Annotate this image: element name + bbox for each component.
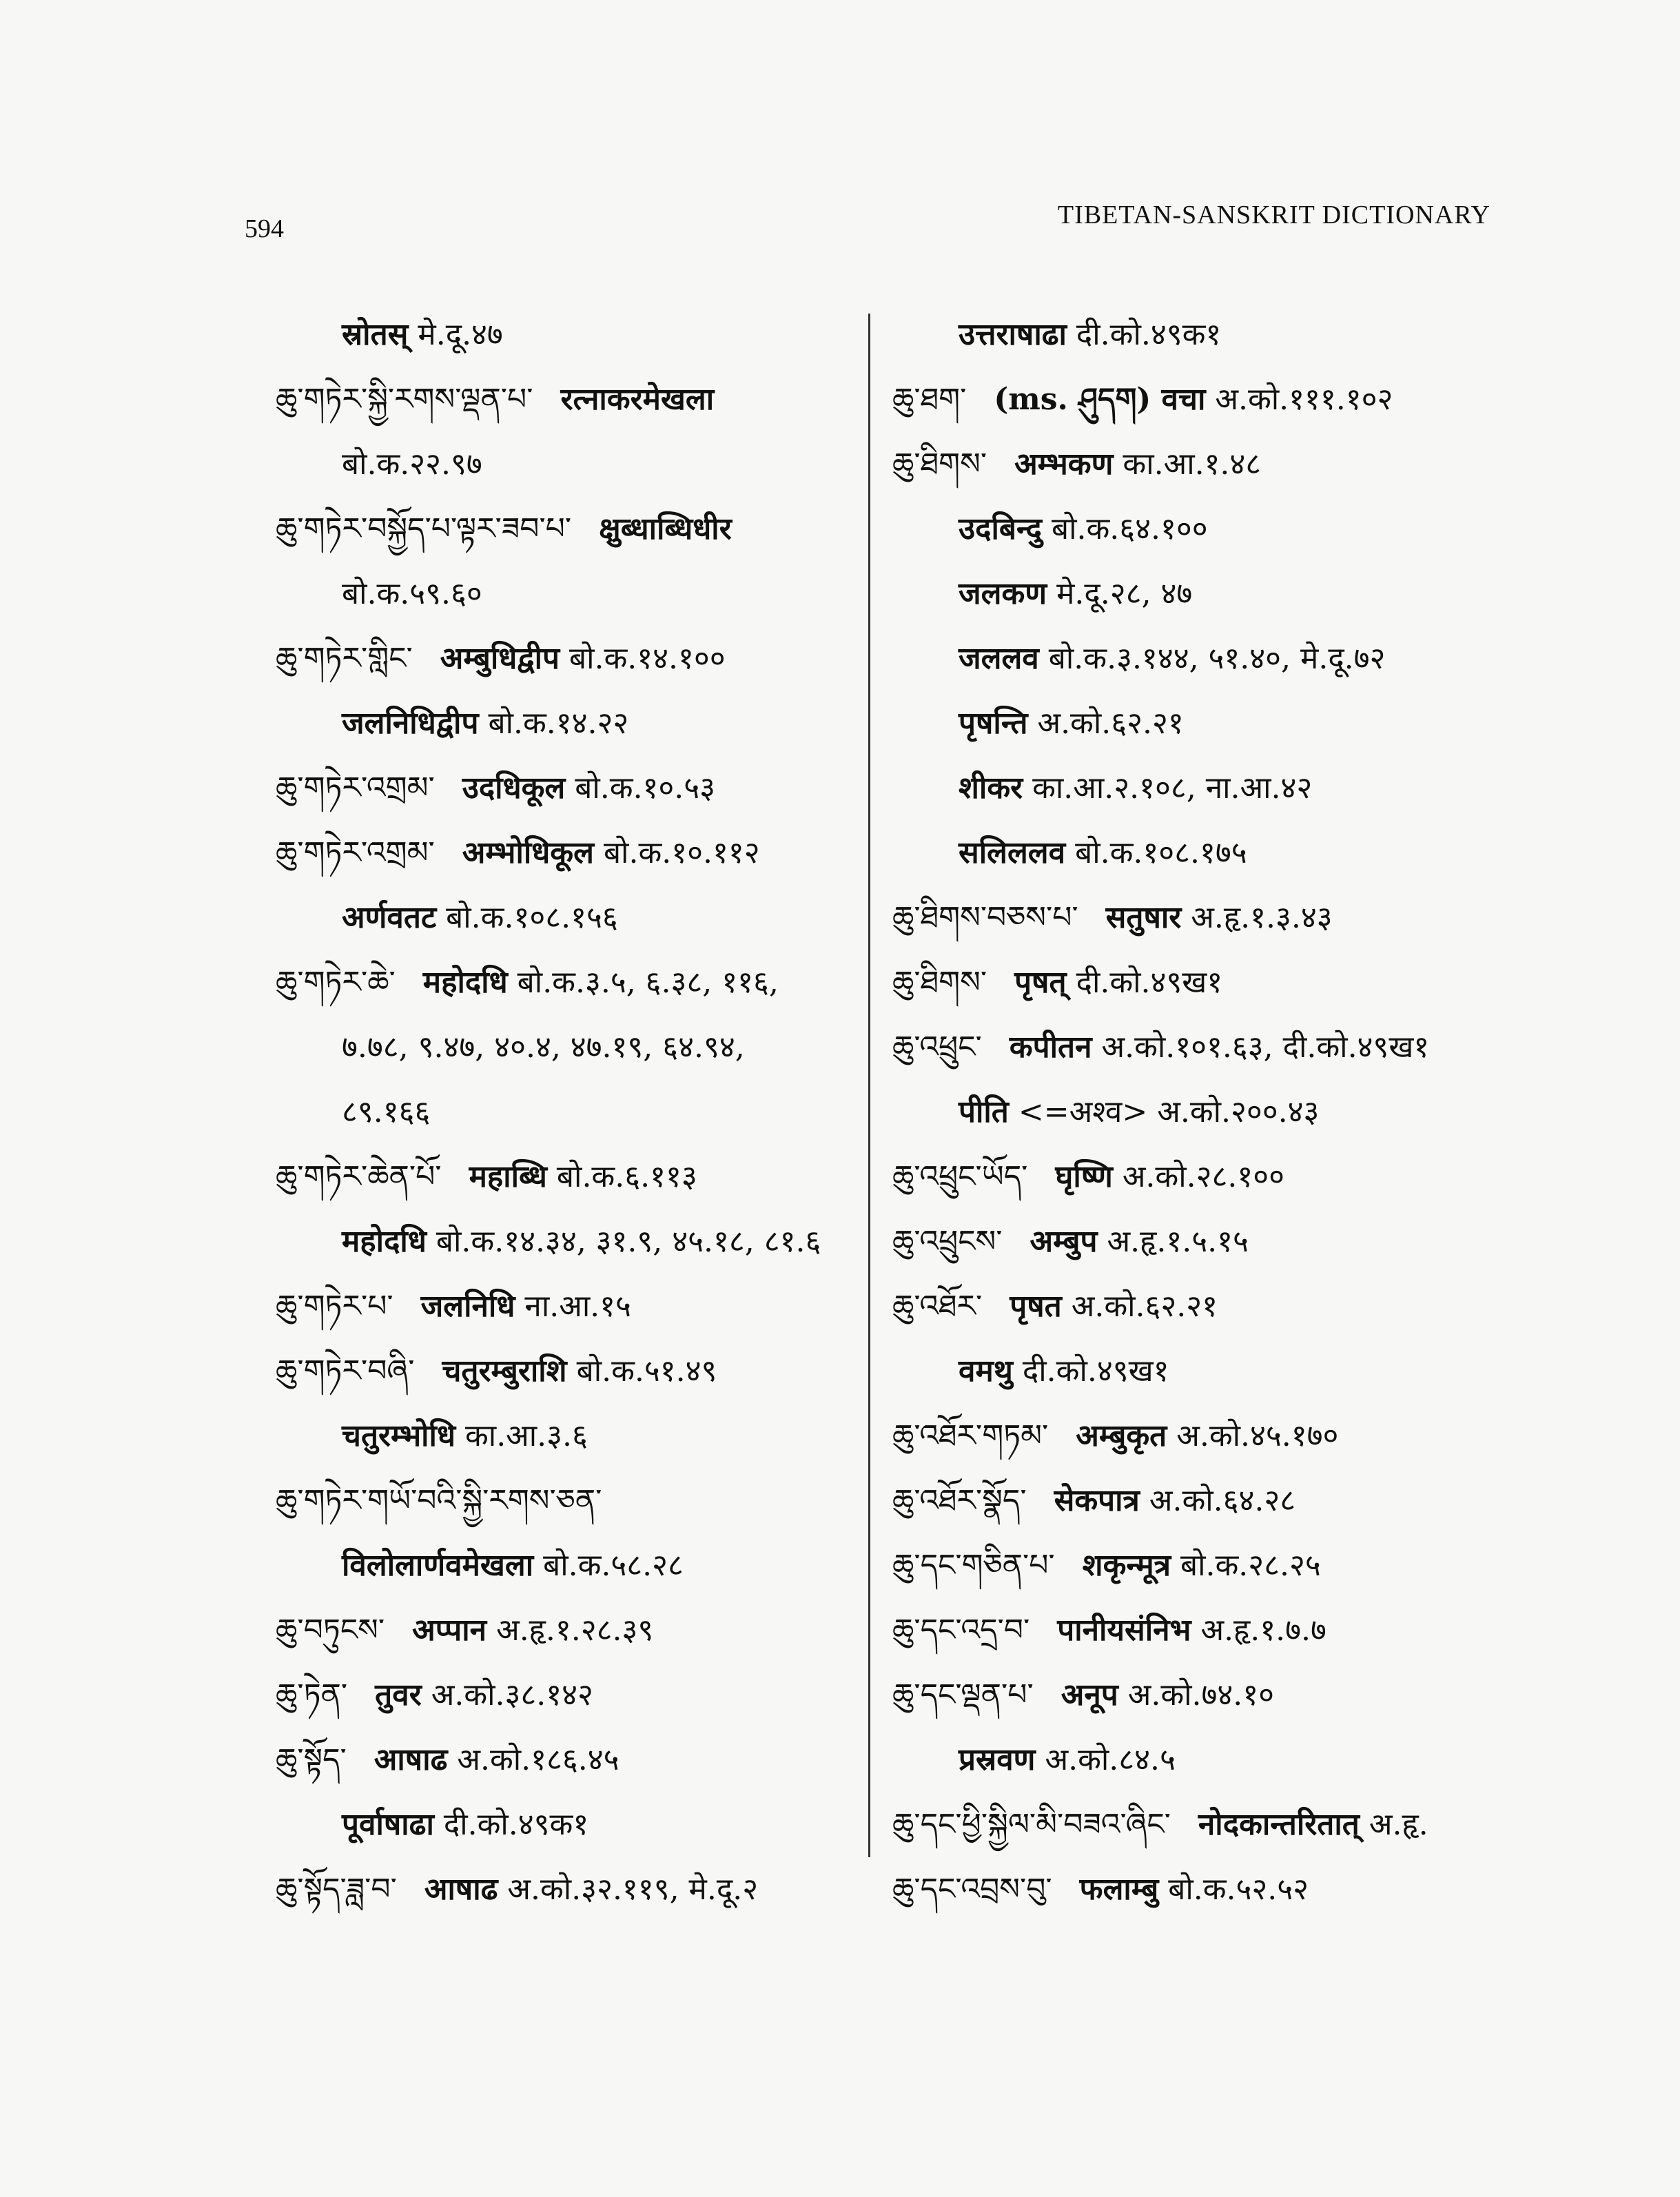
sanskrit-equivalent: तुवर bbox=[375, 1677, 422, 1713]
tibetan-headword: ཆུ་གཏེར་ཆེ་ bbox=[276, 965, 396, 1000]
source-reference: बो.क.१४.१०० bbox=[568, 641, 726, 676]
sanskrit-equivalent: शीकर bbox=[959, 770, 1023, 806]
tibetan-headword: ཆུ་ཐིགས་བཅས་པ་ bbox=[892, 900, 1078, 935]
dictionary-entry-line bbox=[276, 641, 854, 677]
tibetan-headword: ཆུ་གཏེར་འགྲམ་ bbox=[276, 770, 435, 806]
source-reference: अ.को.६४.२८ bbox=[1149, 1483, 1296, 1518]
tibetan-headword: ཆུ་དང་འདྲ་བ་ bbox=[892, 1613, 1030, 1648]
source-reference: ८९.१६६ bbox=[342, 1094, 431, 1130]
sanskrit-equivalent: पूर्वाषाढा bbox=[342, 1807, 434, 1842]
dictionary-entry-line bbox=[276, 1418, 854, 1454]
sanskrit-equivalent: पृषत bbox=[1010, 1289, 1062, 1324]
source-reference: बो.क.१४.३४, ३१.९, ४५.१८, ८१.६ bbox=[436, 1224, 821, 1259]
tibetan-headword: ཆུ་བཏུངས་ bbox=[276, 1613, 385, 1648]
source-reference: बो.क.५२.५२ bbox=[1168, 1872, 1309, 1907]
tibetan-headword: ཆུ་འཐོར་ bbox=[892, 1289, 983, 1324]
sanskrit-equivalent: अम्भकण bbox=[1014, 447, 1114, 482]
sanskrit-equivalent: चतुरम्बुराशि bbox=[442, 1353, 567, 1389]
dictionary-entry-line bbox=[892, 770, 1513, 806]
dictionary-entry-line bbox=[276, 1289, 854, 1325]
source-reference: का.आ.१.४८ bbox=[1123, 447, 1262, 482]
tibetan-headword: ཆུ་གཏེར་སྐྱི་རགས་ལྡན་པ་ bbox=[276, 382, 533, 417]
source-reference: अ.को.३८.१४२ bbox=[431, 1677, 593, 1713]
dictionary-entry-line bbox=[276, 900, 854, 936]
source-reference: बो.क.३.५, ६.३८, ११६, bbox=[517, 965, 779, 1000]
dictionary-entry-line bbox=[892, 1030, 1513, 1065]
dictionary-entry-line bbox=[276, 1159, 854, 1195]
tibetan-headword: ཆུ་ཐིགས་ bbox=[892, 447, 987, 482]
source-reference: अ.हृ. bbox=[1369, 1807, 1428, 1842]
source-reference: अ.को.४५.१७० bbox=[1176, 1418, 1339, 1453]
source-reference: अ.को.१०१.६३, दी.को.४९ख१ bbox=[1101, 1030, 1430, 1065]
sanskrit-equivalent: अनूप bbox=[1061, 1677, 1118, 1713]
source-reference: बो.क.१४.२२ bbox=[488, 706, 629, 741]
dictionary-entry-line bbox=[892, 706, 1513, 742]
dictionary-entry-line bbox=[892, 1548, 1513, 1584]
source-reference: अ.को.६२.२१ bbox=[1037, 706, 1184, 741]
tibetan-headword: ཆུ་འཕྲུངས་ bbox=[892, 1224, 1003, 1259]
source-reference: अ.हृ.१.७.७ bbox=[1200, 1613, 1326, 1648]
source-reference: अ.को.८४.५ bbox=[1045, 1742, 1176, 1777]
sanskrit-equivalent: सतुषार bbox=[1105, 900, 1182, 935]
column-divider bbox=[868, 314, 870, 1857]
dictionary-entry-line bbox=[892, 835, 1513, 871]
sanskrit-equivalent: पीति bbox=[959, 1094, 1009, 1130]
sanskrit-equivalent: क्षुब्धाब्धिधीर bbox=[599, 511, 732, 546]
dictionary-entry-line bbox=[892, 1289, 1513, 1325]
page-header bbox=[0, 200, 1680, 248]
source-reference: <=अश्व> अ.को.२००.४३ bbox=[1018, 1094, 1320, 1130]
dictionary-entry-line bbox=[892, 641, 1513, 677]
source-reference: अ.को.६२.२१ bbox=[1071, 1289, 1218, 1324]
sanskrit-equivalent: शकृन्मूत्र bbox=[1082, 1548, 1171, 1583]
dictionary-entry-line bbox=[892, 1613, 1513, 1648]
source-reference: अ.को.१८६.४५ bbox=[457, 1742, 619, 1777]
sanskrit-equivalent: उदबिन्दु bbox=[959, 511, 1042, 546]
tibetan-headword: ཆུ་གཏེར་ཆེན་པོ་ bbox=[276, 1159, 442, 1194]
source-reference: बो.क.५८.२८ bbox=[543, 1548, 684, 1583]
sanskrit-equivalent: पृषत् bbox=[1014, 965, 1067, 1000]
sanskrit-equivalent: कपीतन bbox=[1009, 1030, 1092, 1065]
sanskrit-equivalent: जललव bbox=[959, 641, 1039, 676]
running-title: TIBETAN-SANSKRIT DICTIONARY bbox=[1057, 201, 1491, 229]
sanskrit-equivalent: सलिललव bbox=[959, 835, 1066, 870]
sanskrit-equivalent: चतुरम्भोधि bbox=[342, 1418, 455, 1453]
sanskrit-equivalent: सेकपात्र bbox=[1054, 1483, 1140, 1518]
dictionary-entry-line bbox=[276, 1807, 854, 1843]
sanskrit-equivalent: महोदधि bbox=[422, 965, 508, 1000]
tibetan-headword: ཆུ་དང་འབྲས་བུ་ bbox=[892, 1872, 1052, 1907]
source-reference: का.आ.३.६ bbox=[465, 1418, 588, 1453]
dictionary-entry-line bbox=[276, 770, 854, 806]
sanskrit-equivalent: वमथु bbox=[959, 1353, 1013, 1389]
right-column bbox=[892, 317, 1513, 1937]
tibetan-headword: ཆུ་ཏེན་ bbox=[276, 1677, 348, 1713]
sanskrit-equivalent: अम्भोधिकूल bbox=[462, 835, 594, 870]
source-reference: बो.क.२८.२५ bbox=[1180, 1548, 1321, 1583]
dictionary-entry-line bbox=[892, 576, 1513, 612]
tibetan-headword: ཆུ་འཐོར་སྣོད་ bbox=[892, 1483, 1027, 1518]
tibetan-headword: ཆུ་འཐོར་གཏམ་ bbox=[892, 1418, 1049, 1453]
sanskrit-equivalent: जलनिधिद्वीप bbox=[342, 706, 479, 741]
sanskrit-equivalent: अम्बुकृत bbox=[1076, 1418, 1167, 1453]
sanskrit-equivalent: अम्बुधिद्वीप bbox=[440, 641, 560, 676]
dictionary-entry-line bbox=[892, 317, 1513, 353]
source-reference: दी.को.४९क१ bbox=[443, 1807, 589, 1842]
dictionary-entry-line bbox=[892, 1483, 1513, 1519]
dictionary-entry-line bbox=[892, 1224, 1513, 1260]
dictionary-entry-line bbox=[892, 447, 1513, 482]
dictionary-entry-line bbox=[276, 835, 854, 871]
dictionary-entry-line bbox=[892, 965, 1513, 1001]
dictionary-entry-line bbox=[892, 1872, 1513, 1908]
sanskrit-equivalent: रत्नाकरमेखला bbox=[560, 382, 715, 417]
dictionary-entry-line bbox=[276, 1483, 854, 1519]
source-reference: का.आ.२.१०८, ना.आ.४२ bbox=[1032, 770, 1313, 806]
tibetan-headword: ཆུ་སྟོད་ bbox=[276, 1742, 347, 1777]
source-reference: बो.क.१०८.१५६ bbox=[446, 900, 618, 935]
sanskrit-equivalent: नोदकान्तरितात् bbox=[1198, 1807, 1360, 1842]
sanskrit-equivalent: प्रस्रवण bbox=[959, 1742, 1036, 1777]
sanskrit-equivalent: उत्तराषाढा bbox=[959, 317, 1067, 352]
dictionary-entry-line bbox=[276, 1353, 854, 1389]
left-column bbox=[276, 317, 854, 1937]
dictionary-entry-line bbox=[892, 1353, 1513, 1389]
source-reference: बो.क.१०.५३ bbox=[575, 770, 716, 806]
dictionary-entry-line bbox=[276, 511, 854, 547]
source-reference: बो.क.६.११३ bbox=[556, 1159, 697, 1194]
source-reference: बो.क.६४.१०० bbox=[1051, 511, 1208, 546]
source-reference: बो.क.५१.४९ bbox=[576, 1353, 717, 1389]
dictionary-entry-line bbox=[276, 1613, 854, 1648]
sanskrit-equivalent: आषाढ bbox=[373, 1742, 448, 1777]
tibetan-headword: ཆུ་གཏེར་འགྲམ་ bbox=[276, 835, 435, 870]
tibetan-headword: ཆུ་ཐིགས་ bbox=[892, 965, 987, 1000]
dictionary-entry-line bbox=[276, 965, 854, 1001]
tibetan-headword: ཆུ་གཏེར་བསྐྱོད་པ་ལྟར་ཟབ་པ་ bbox=[276, 511, 572, 546]
tibetan-headword: ཆུ་འཕྲུང་ཡོད་ bbox=[892, 1159, 1028, 1194]
sanskrit-equivalent: महोदधि bbox=[342, 1224, 427, 1259]
source-reference: अ.हृ.१.३.४३ bbox=[1191, 900, 1333, 935]
sanskrit-equivalent: महाब्धि bbox=[469, 1159, 547, 1194]
page-number: 594 bbox=[245, 214, 284, 243]
source-reference: दी.को.४९ख१ bbox=[1022, 1353, 1169, 1389]
dictionary-entry-line bbox=[276, 1030, 854, 1065]
sanskrit-equivalent: पानीयसंनिभ bbox=[1057, 1613, 1191, 1648]
dictionary-entry-line bbox=[276, 1742, 854, 1778]
source-reference: अ.हृ.१.५.१५ bbox=[1107, 1224, 1249, 1259]
dictionary-entry-line bbox=[892, 1418, 1513, 1454]
dictionary-entry-line bbox=[276, 1224, 854, 1260]
dictionary-entry-line bbox=[892, 900, 1513, 936]
source-reference: बो.क.१०.११२ bbox=[603, 835, 760, 870]
sanskrit-equivalent: पृषन्ति bbox=[959, 706, 1028, 741]
tibetan-headword: ཆུ་འཕྲུང་ bbox=[892, 1030, 982, 1065]
dictionary-entry-line bbox=[276, 1872, 854, 1908]
source-reference: अ.हृ.१.२८.३९ bbox=[496, 1613, 654, 1648]
source-reference: ना.आ.१५ bbox=[524, 1289, 631, 1324]
sanskrit-equivalent: आषाढ bbox=[424, 1872, 498, 1907]
sanskrit-equivalent: (ms. ཤུདག) वचा bbox=[994, 382, 1206, 417]
dictionary-entry-line bbox=[892, 1159, 1513, 1195]
source-reference: मे.दू.२८, ४७ bbox=[1056, 576, 1193, 611]
source-reference: दी.को.४९ख१ bbox=[1076, 965, 1223, 1000]
tibetan-headword: ཆུ་གཏེར་གླིང་ bbox=[276, 641, 413, 676]
source-reference: अ.को.७४.१० bbox=[1127, 1677, 1275, 1713]
source-reference: दी.को.४९क१ bbox=[1076, 317, 1222, 352]
sanskrit-equivalent: स्रोतस् bbox=[342, 317, 409, 352]
source-reference: अ.को.३२.११९, मे.दू.२ bbox=[507, 1872, 759, 1907]
sanskrit-equivalent: उदधिकूल bbox=[462, 770, 566, 806]
tibetan-headword: ཆུ་དང་གཅིན་པ་ bbox=[892, 1548, 1055, 1583]
dictionary-entry-line bbox=[276, 447, 854, 482]
dictionary-entry-line bbox=[892, 511, 1513, 547]
sanskrit-equivalent: फलाम्बु bbox=[1079, 1872, 1159, 1907]
dictionary-entry-line bbox=[892, 1807, 1513, 1843]
tibetan-headword: ཆུ་གཏེར་པ་ bbox=[276, 1289, 393, 1324]
tibetan-headword: ཆུ་དང་ལྡན་པ་ bbox=[892, 1677, 1034, 1713]
dictionary-entry-line bbox=[276, 1548, 854, 1584]
dictionary-entry-line bbox=[892, 382, 1513, 418]
dictionary-entry-line bbox=[276, 317, 854, 353]
sanskrit-equivalent: जलकण bbox=[959, 576, 1047, 611]
dictionary-entry-line bbox=[276, 1094, 854, 1130]
dictionary-entry-line bbox=[276, 576, 854, 612]
tibetan-headword: ཆུ་དང་ཕྱི་སྐྱིལ་མི་བཟའ་ཞིང་ bbox=[892, 1807, 1171, 1842]
dictionary-entry-line bbox=[892, 1094, 1513, 1130]
sanskrit-equivalent: अर्णवतट bbox=[342, 900, 437, 935]
dictionary-entry-line bbox=[276, 1677, 854, 1713]
source-reference: अ.को.२८.१०० bbox=[1122, 1159, 1284, 1194]
dictionary-entry-line bbox=[892, 1742, 1513, 1778]
dictionary-entry-line bbox=[276, 382, 854, 418]
source-reference: बो.क.५९.६० bbox=[342, 576, 482, 611]
dictionary-entry-line bbox=[276, 706, 854, 742]
sanskrit-equivalent: घृष्णि bbox=[1055, 1159, 1113, 1194]
tibetan-headword: ཆུ་གཏེར་གཡོ་བའི་སྐྱི་རགས་ཅན་ bbox=[276, 1483, 602, 1518]
sanskrit-equivalent: अम्बुप bbox=[1029, 1224, 1098, 1259]
sanskrit-equivalent: जलनिधि bbox=[420, 1289, 515, 1324]
tibetan-headword: ཆུ་གཏེར་བཞི་ bbox=[276, 1353, 415, 1389]
source-reference: अ.को.१११.१०२ bbox=[1215, 382, 1393, 417]
source-reference: ७.७८, ९.४७, ४०.४, ४७.१९, ६४.९४, bbox=[342, 1030, 745, 1065]
sanskrit-equivalent: अप्पान bbox=[412, 1613, 487, 1648]
tibetan-headword: ཆུ་སྟོད་ཟླ་བ་ bbox=[276, 1872, 397, 1907]
source-reference: मे.दू.४७ bbox=[418, 317, 503, 352]
source-reference: बो.क.३.१४४, ५१.४०, मे.दू.७२ bbox=[1048, 641, 1386, 676]
source-reference: बो.क.२२.९७ bbox=[342, 447, 482, 482]
tibetan-headword: ཆུ་ཐག་ bbox=[892, 382, 967, 417]
sanskrit-equivalent: विलोलार्णवमेखला bbox=[342, 1548, 534, 1583]
dictionary-entry-line bbox=[892, 1677, 1513, 1713]
source-reference: बो.क.१०८.१७५ bbox=[1075, 835, 1247, 870]
